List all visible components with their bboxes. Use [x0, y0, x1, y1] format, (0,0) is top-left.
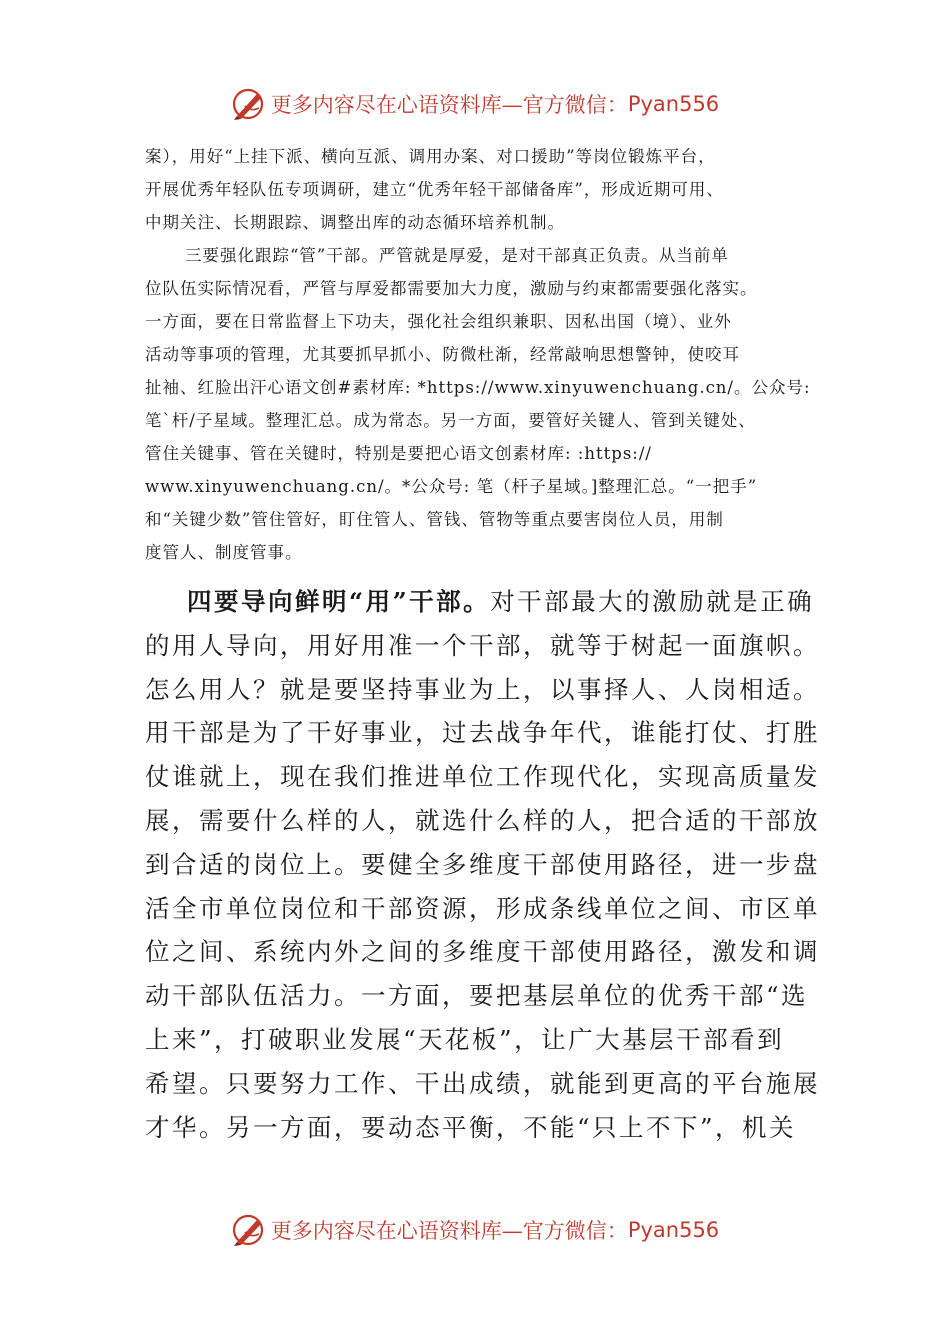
pen-logo-icon — [231, 86, 267, 122]
text-line: 展，需要什么样的人，就选什么样的人，把合适的干部放 — [145, 805, 820, 835]
text-line: 案），用好“上挂下派、横向互派、调用办案、对口援助”等岗位锻炼平台， — [145, 147, 716, 166]
banner-wechat-id: Pyan556 — [627, 1218, 720, 1242]
text-line: 扯袖、红脸出汗心语文创#素材库: *https://www.xinyuwenchuang.cn/。公众号: — [145, 378, 811, 397]
header-banner — [0, 84, 950, 124]
text-line: 活全市单位岗位和干部资源，形成条线单位之间、市区单 — [145, 893, 820, 923]
text-line: www.xinyuwenchuang.cn/。*公众号: 笔（杆子星域。]整理汇总。“一把手” — [145, 477, 758, 496]
text-line: 用干部是为了干好事业，过去战争年代，谁能打仗、打胜 — [145, 718, 820, 748]
small-text-block — [145, 140, 815, 569]
main-text-block — [145, 580, 820, 1149]
footer-banner — [0, 1210, 950, 1250]
text-line: 度管人、制度管事。 — [145, 543, 303, 562]
text-line: 一方面，要在日常监督上下功夫，强化社会组织兼职、因私出国（境）、业外 — [145, 312, 732, 331]
text-line: 和“关键少数”管住管好，盯住管人、管钱、管物等重点要害岗位人员，用制 — [145, 510, 724, 529]
text-line — [145, 580, 815, 624]
text-line: 才华。另一方面，要动态平衡，不能“只上不下”，机关 — [145, 1112, 797, 1142]
text-line: 位队伍实际情况看，严管与厚爱都需要加大力度，激励与约束都需要强化落实。 — [145, 279, 758, 298]
text-line: 开展优秀年轻队伍专项调研，建立“优秀年轻干部储备库”，形成近期可用、 — [145, 180, 724, 199]
section-heading: 四要导向鲜明“用”干部。 — [187, 587, 491, 616]
text-line: 希望。只要努力工作、干出成绩，就能到更高的平台施展 — [145, 1068, 820, 1098]
text-line: 动干部队伍活力。一方面，要把基层单位的优秀干部“选 — [145, 981, 809, 1011]
text-line: 上来”，打破职业发展“天花板”，让广大基层干部看到 — [145, 1024, 785, 1054]
text-line: 的用人导向，用好用准一个干部，就等于树起一面旗帜。 — [145, 630, 820, 660]
text-line: 到合适的岗位上。要健全多维度干部使用路径，进一步盘 — [145, 849, 820, 879]
pen-logo-icon — [231, 1212, 267, 1248]
banner-text: 更多内容尽在心语资料库—官方微信： — [270, 1219, 628, 1243]
banner-text: 更多内容尽在心语资料库—官方微信： — [270, 93, 628, 117]
text-line: 仗谁就上，现在我们推进单位工作现代化，实现高质量发 — [145, 762, 820, 792]
text-line: 三要强化跟踪“管”干部。严管就是厚爱，是对干部真正负责。从当前单 — [185, 246, 729, 265]
banner-wechat-id: Pyan556 — [627, 92, 720, 116]
text-line: 位之间、系统内外之间的多维度干部使用路径，激发和调 — [145, 937, 820, 967]
text-line: 怎么用人？就是要坚持事业为上，以事择人、人岗相适。 — [145, 674, 820, 704]
text-line: 活动等事项的管理，尤其要抓早抓小、防微杜渐，经常敲响思想警钟，使咬耳 — [145, 345, 740, 364]
heading-line-rest: 对干部最大的激励就是正确 — [490, 587, 815, 616]
text-line: 中期关注、长期跟踪、调整出库的动态循环培养机制。 — [145, 213, 565, 232]
text-line: 笔`杆/子星域。整理汇总。成为常态。另一方面，要管好关键人、管到关键处、 — [145, 411, 756, 430]
text-line: 管住关键事、管在关键时，特别是要把心语文创素材库: :https:// — [145, 444, 652, 463]
